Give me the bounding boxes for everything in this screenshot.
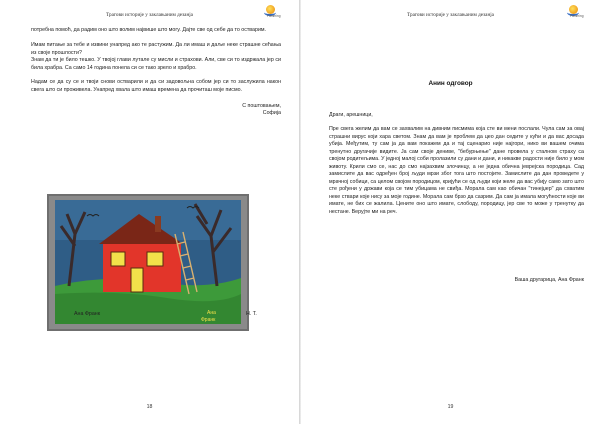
page-header: Трагови историје у заклањаним дезанја: [106, 12, 193, 18]
page-number: 19: [447, 404, 454, 410]
paragraph-3: Знам да ти је било тешко. У твојој глави лутале су мисли и страхови. Али, све си то издржала јер си била храбра. Са само 14 година понела си се тако зрело и храбро.: [31, 57, 281, 71]
page-number: 18: [146, 404, 153, 410]
paragraph-1: потребна помоћ, да радим оно што волим највише што могу. Дајте све од себе да то остварим.: [31, 27, 267, 33]
svg-text:Франк: Франк: [201, 317, 216, 323]
caption-left: Ана Франк: [74, 311, 101, 317]
publisher-logo: [567, 5, 583, 19]
right-page: [301, 0, 600, 424]
window-right: [147, 252, 163, 266]
chimney: [155, 216, 161, 232]
paragraph-4: Надам се да су се и твоји снови остварили и да си задовољна собом јер си то заслужила након свега што си проживела. Унапред хвала што имаш времена да прочиташ моје писмо.: [31, 79, 281, 93]
window-left: [111, 252, 125, 266]
logo-text: Pamming: [570, 14, 584, 18]
caption-right: Н. Т.: [246, 311, 257, 317]
logo-text: Pamming: [267, 14, 281, 18]
signature-closing: С поштовањем,: [242, 103, 281, 109]
left-page: [0, 0, 299, 424]
door: [131, 268, 143, 292]
drawing-signature: Ана: [207, 310, 216, 316]
page-header: Трагови историје у заклањаним дезанја: [407, 12, 494, 18]
letter-body: Пре свега желим да вам се захвалим на дивним писмима која сте ви мени послали. Чула сам за овај страшни вирус који хара светом. Знам да вам је проблем да цео дан седите у кући и да вас досада убија. Међутим, ту сам ја да вам покажем да и тај сценарио није најгори, нико ви вашем очима тренутно другачије видите. Ја сам своје дениве, "бебурњење" дане провела у сталном страху са својом родитељима. У једној малој соби пролазили су дани и дани, и никакве радости није било у мом животу. Крили смо се, нас до смо најзахвим злочинцу, а не једна обична јеврејска породица. Сад замислите да вас одређен број људи мрзи због тога што постојите. Замислите да дан проведете у мрачној собици, са целом својом породицом, кријући се од људи који желе да вас убију само зато што сте рођени у држави која се тим убицама не свиђа. Морала сам као обичан "тинејџер" да схватим неке ствари које нису за моје године. Морала сам брзо да сазрим. Да сам ја имала могућности које ви имате, не бих се жалила. Цените оно што имате, слободу, породицу, јер све то може у тренутку да нестане. Верујте ми на реч.: [329, 126, 584, 215]
signature-name: Софија: [262, 110, 281, 116]
letter-signature: Ваша другарица, Ана Франк: [514, 277, 584, 283]
paragraph-2: Имам питање за тебе и извини унапред ако те растужим. Да ли имаш и даље неке страшне сећања из своје прошлости?: [31, 42, 281, 56]
publisher-logo: [264, 5, 280, 19]
section-title: Анин одговор: [428, 80, 473, 87]
greeting: Драги, арешници,: [329, 112, 373, 118]
